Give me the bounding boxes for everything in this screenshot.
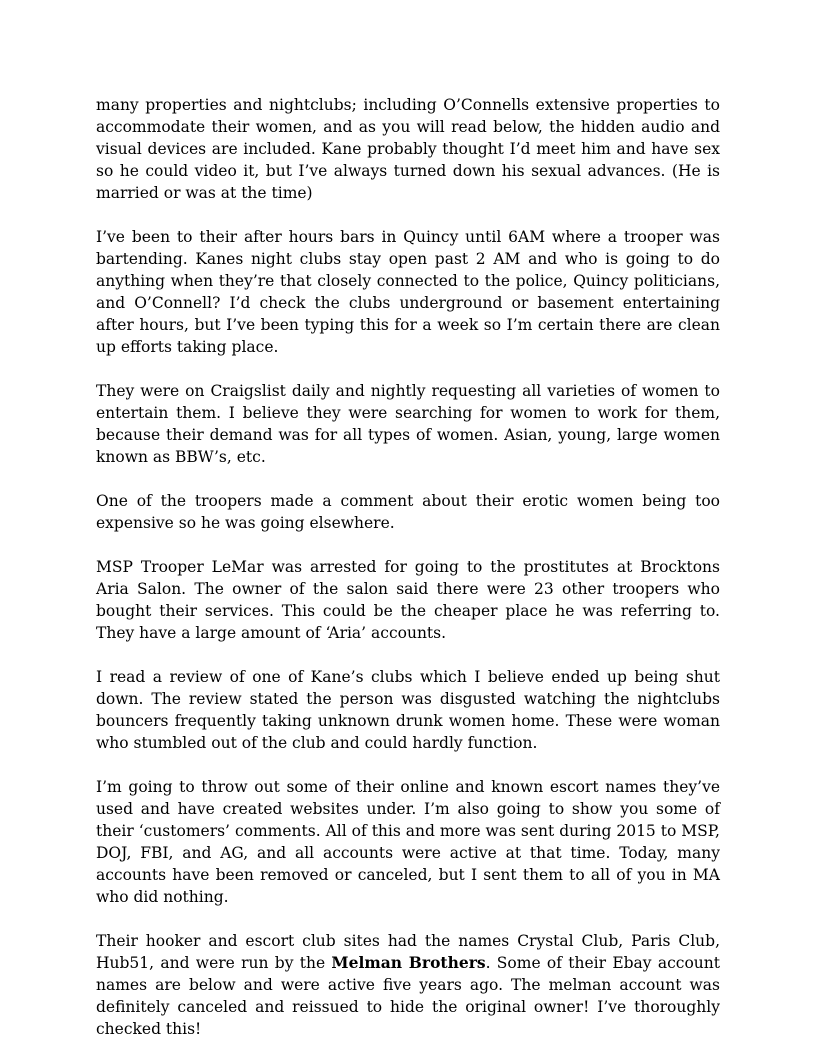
bold-melman-brothers: Melman Brothers <box>331 953 486 972</box>
paragraph-4: One of the troopers made a comment about their erotic women being too expensive so he was going elsewhere. <box>96 492 720 532</box>
paragraph-3: They were on Craigslist daily and nightly requesting all varieties of women to entertain them. I believe they were searching for women to work for them, because their demand was for all types of women. Asian, young, large women known as BBW’s, etc. <box>96 382 720 466</box>
paragraph-6: I read a review of one of Kane’s clubs which I believe ended up being shut down. The review stated the person was disgusted watching the nightclubs bouncers frequently taking unknown drunk women home. These were woman who stumbled out of the club and could hardly function. <box>96 668 720 752</box>
paragraph-1: many properties and nightclubs; including O’Connells extensive properties to accommodate their women, and as you will read below, the hidden audio and visual devices are included. Kane probably thought I’d meet him and have sex so he could video it, but I’ve always turned down his sexual advances. (He is married or was at the time) <box>96 96 720 202</box>
paragraph-8-text-before: Their hooker and escort club sites had the names Crystal Club, Paris Club, Hub51, and were run by the <box>96 932 720 972</box>
paragraph-8 <box>96 930 720 1040</box>
paragraph-7: I’m going to throw out some of their online and known escort names they’ve used and have created websites under. I’m also going to show you some of their ‘customers’ comments. All of this and more was sent during 2015 to MSP, DOJ, FBI, and AG, and all accounts were active at that time. Today, many accounts have been removed or canceled, but I sent them to all of you in MA who did nothing. <box>96 778 720 906</box>
paragraph-5: MSP Trooper LeMar was arrested for going to the prostitutes at Brocktons Aria Salon. The owner of the salon said there were 23 other troopers who bought their services. This could be the cheaper place he was referring to. They have a large amount of ‘Aria’ accounts. <box>96 558 720 642</box>
paragraph-2: I’ve been to their after hours bars in Quincy until 6AM where a trooper was bartending. Kanes night clubs stay open past 2 AM and who is going to do anything when they’re that closely connected to the police, Quincy politicians, and O’Connell? I’d check the clubs underground or basement entertaining after hours, but I’ve been typing this for a week so I’m certain there are clean up efforts taking place. <box>96 228 720 356</box>
paragraph-8-text-after: . Some of their Ebay account names are below and were active five years ago. The melman account was definitely canceled and reissued to hide the original owner! I’ve thoroughly checked this! <box>96 954 720 1038</box>
